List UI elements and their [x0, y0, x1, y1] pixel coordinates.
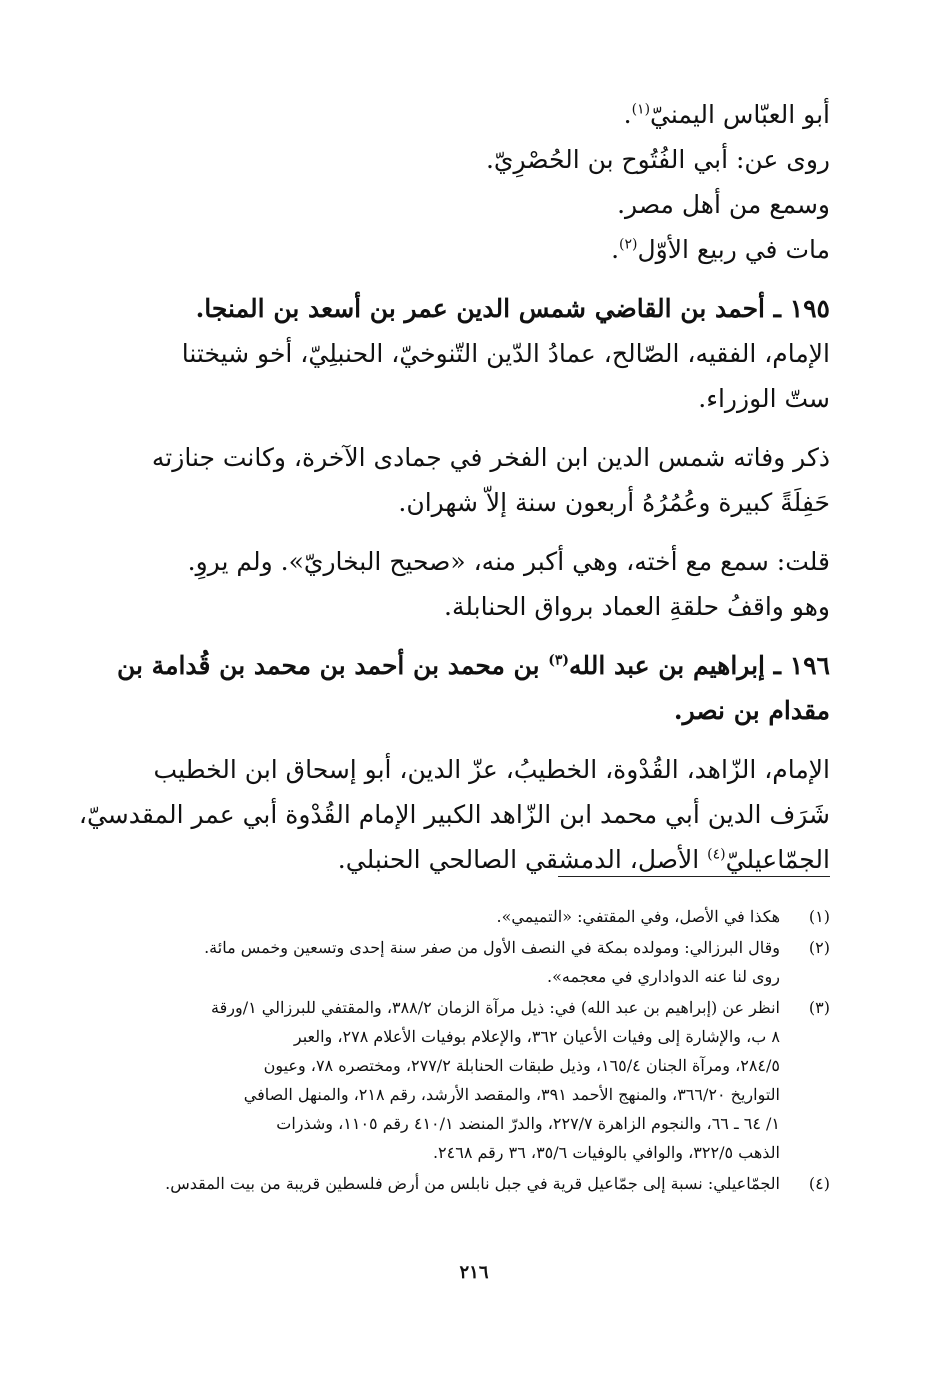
- footnote-number: (١): [808, 907, 830, 926]
- entry-prev-continuation: [110, 92, 830, 272]
- footnote-line: هكذا في الأصل، وفي المقتفي: «التميمي».: [496, 907, 780, 926]
- spacer: [110, 525, 830, 539]
- entry-heading: ١٩٥ ـ أحمد بن القاضي شمس الدين عمر بن أسعد بن المنجا.: [195, 294, 830, 323]
- text-line: [110, 227, 830, 272]
- entry-heading-line2: مقدام بن نصر.: [673, 696, 830, 725]
- footnote-line: وقال البرزالي: ومولده بمكة في النصف الأول من صفر سنة إحدى وتسعين وخمس مائة.: [204, 938, 780, 957]
- text-run: .: [611, 235, 620, 264]
- text-line: [110, 92, 830, 137]
- footnote-number: (٣): [808, 998, 830, 1017]
- text-run: ١٩٦ ـ إبراهيم بن عبد الله: [569, 651, 830, 680]
- footnote-line: الذهب ٣٢٢/٥، والوافي بالوفيات ٣٥/٦، ٣٦ رقم ٢٤٦٨.: [432, 1143, 780, 1162]
- spacer: [110, 421, 830, 435]
- footnote-4: [112, 1169, 830, 1198]
- text-line: الإمام، الزّاهد، القُدْوة، الخطيبُ، عزّ الدين، أبو إسحاق ابن الخطيب: [153, 755, 830, 784]
- text-line: شَرَف الدين أبي محمد ابن الزّاهد الكبير الإمام القُدْوة أبي عمر المقدسيّ،: [78, 800, 830, 829]
- footnote-2: [112, 933, 830, 991]
- footnote-1: [112, 902, 830, 931]
- footnote-marker[interactable]: (١): [631, 101, 651, 118]
- footnote-line: ٢٨٤/٥، ومرآة الجنان ١٦٥/٤، وذيل طبقات الحنابلة ٢٧٧/٢، ومختصره ٧٨، وعيون: [263, 1056, 780, 1075]
- footnote-line: التواريخ ٣٦٦/٢٠، والمنهج الأحمد ٣٩١، والمقصد الأرشد، رقم ٢١٨، والمنهل الصافي: [243, 1085, 780, 1104]
- footnote-line: الجمّاعيلي: نسبة إلى جمّاعيل قرية في جبل نابلس من أرض فلسطين قريبة من بيت المقدس.: [165, 1174, 780, 1193]
- text-run: الأصل، الدمشقي الصالحي الحنبلي.: [337, 845, 708, 874]
- entry-195: [110, 286, 830, 629]
- spacer: [110, 733, 830, 747]
- footnotes: [112, 902, 830, 1200]
- page-number: ٢١٦: [459, 1262, 489, 1283]
- footnote-number: (٤): [808, 1174, 830, 1193]
- text-line: الإمام، الفقيه، الصّالح، عمادُ الدّين التّنوخيّ، الحنبلِيّ، أخو شيختنا: [181, 339, 830, 368]
- text-run: أبو العبّاس اليمنيّ: [650, 100, 830, 129]
- footnote-line: روى لنا عنه الدواداري في معجمه».: [547, 967, 780, 986]
- footnote-line: ١/ ٦٤ ـ ٦٦، والنجوم الزاهرة ٢٢٧/٧، والدرّ المنضد ٤١٠/١ رقم ١١٠٥، وشذرات: [276, 1114, 780, 1133]
- text-run: بن محمد بن أحمد بن محمد بن قُدامة بن: [116, 651, 549, 680]
- footnote-line: انظر عن (إبراهيم بن عبد الله) في: ذيل مرآة الزمان ٣٨٨/٢، والمقتفي للبرزالي ١/ورقة: [211, 998, 780, 1017]
- entry-heading: [110, 643, 830, 688]
- text-line: روى عن: أبي الفُتُوح بن الحُصْرِيّ.: [485, 145, 830, 174]
- footnote-number: (٢): [808, 938, 830, 957]
- spacer: [110, 629, 830, 643]
- text-run: مات في ربيع الأوّل: [637, 235, 830, 264]
- main-text: [78, 92, 830, 882]
- footnote-separator: [558, 876, 830, 877]
- footnote-line: ٨ ب، والإشارة إلى وفيات الأعيان ٣٦٢، والإعلام بوفيات الأعلام ٢٧٨، والعبر: [293, 1027, 780, 1046]
- spacer: [110, 272, 830, 286]
- text-line: وهو واقفُ حلقةِ العماد برواق الحنابلة.: [444, 592, 830, 621]
- footnote-marker[interactable]: (٤): [707, 846, 726, 863]
- footnote-3: [112, 993, 830, 1167]
- text-line: وسمع من أهل مصر.: [617, 190, 830, 219]
- text-run: .: [623, 100, 632, 129]
- text-line: ذكر وفاته شمس الدين ابن الفخر في جمادى الآخرة، وكانت جنازته: [151, 443, 830, 472]
- entry-196: [78, 643, 830, 882]
- text-run: الجمّاعيليّ: [725, 845, 830, 874]
- text-line: حَفِلَةً كبيرة وعُمُرُهُ أربعون سنة إلاّ شهران.: [398, 488, 830, 517]
- footnote-marker[interactable]: (٣): [548, 652, 570, 669]
- text-line: قلت: سمع مع أخته، وهي أكبر منه، «صحيح البخاريّ». ولم يروِ.: [187, 547, 830, 576]
- text-line: ستّ الوزراء.: [698, 384, 830, 413]
- footnote-marker[interactable]: (٢): [619, 236, 638, 253]
